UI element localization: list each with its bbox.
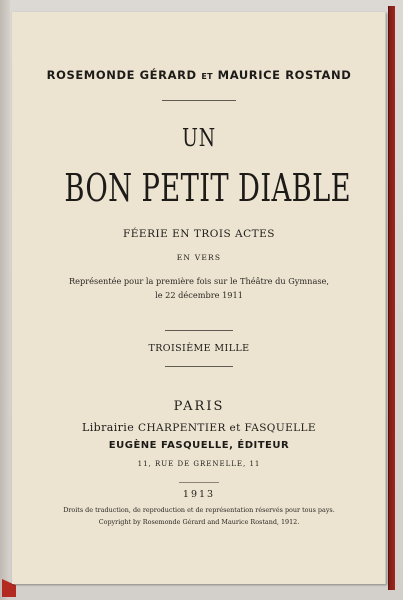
author-first: ROSEMONDE GÉRARD [46, 68, 197, 82]
rights-notice-line-2: Copyright by Rosemonde Gérard and Maurice Rostand, 1912. [98, 518, 300, 526]
publisher-name: CHARPENTIER et FASQUELLE [138, 422, 316, 434]
rights-notice-line-1: Droits de traduction, de reproduction et de représentation réservés pour tous pays. [63, 506, 335, 514]
divider-rule [165, 330, 233, 331]
publisher-line [12, 421, 386, 434]
book-gutter-shadow [0, 0, 10, 600]
editor-line: EUGÈNE FASQUELLE, ÉDITEUR [108, 440, 290, 451]
subtitle: FÉERIE EN TROIS ACTES [122, 228, 276, 240]
performance-note-line-2: le 22 décembre 1911 [155, 290, 243, 300]
divider-rule [179, 482, 219, 483]
form-label: EN VERS [176, 253, 222, 262]
author-second: MAURICE ROSTAND [217, 68, 352, 82]
divider-rule [165, 366, 233, 367]
divider-rule [162, 100, 236, 101]
performance-note-line-1: Représentée pour la première fois sur le Théâtre du Gymnase, [69, 276, 329, 286]
author-conjunction: ET [201, 72, 214, 81]
title-line-1: UN [182, 124, 216, 152]
edition-label: TROISIÈME MILLE [148, 343, 250, 354]
publication-year: 1913 [182, 489, 216, 500]
authors-line [12, 68, 386, 82]
publication-city: PARIS [173, 399, 225, 414]
book-cover-edge [388, 6, 395, 590]
publisher-address: 11, RUE DE GRENELLE, 11 [137, 460, 261, 468]
title-page [12, 12, 386, 584]
publisher-label: Librairie [82, 421, 135, 434]
book-title: BON PETIT DIABLE [64, 166, 351, 210]
